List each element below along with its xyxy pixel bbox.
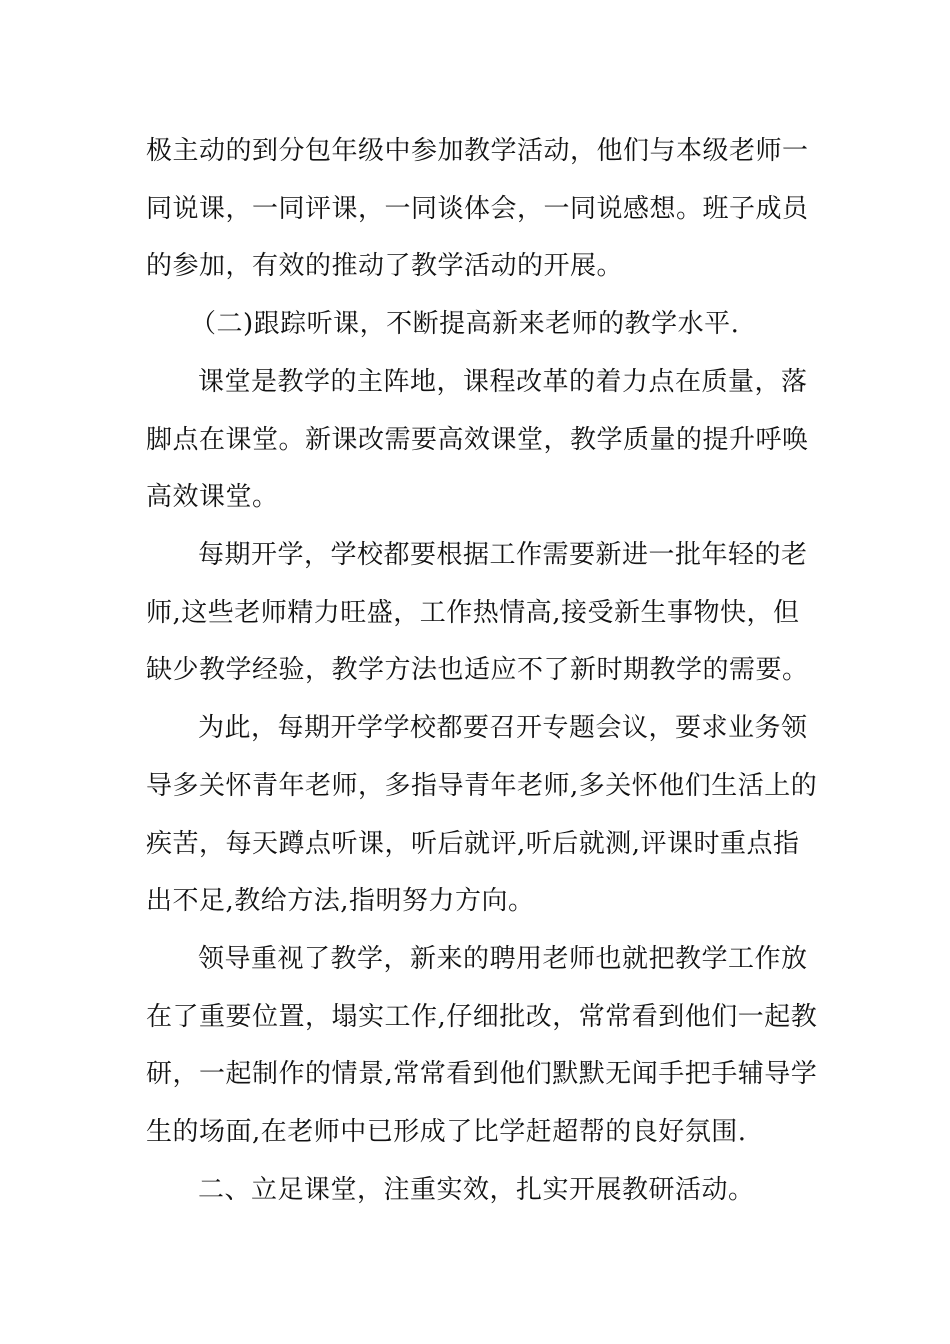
text-line: 领导重视了教学，新来的聘用老师也就把教学工作放 (198, 944, 808, 974)
section-heading: （二)跟踪听课，不断提高新来老师的教学水平. (190, 309, 740, 339)
text-line: 缺少教学经验，教学方法也适应不了新时期教学的需要。 (146, 655, 809, 685)
text-line: 研，一起制作的情景,常常看到他们默默无闻手把手辅导学 (146, 1059, 818, 1089)
text-line: 导多关怀青年老师，多指导青年老师,多关怀他们生活上的 (146, 771, 818, 801)
text-line: 为此，每期开学学校都要召开专题会议，要求业务领 (198, 713, 808, 743)
text-line: 脚点在课堂。新课改需要高效课堂，教学质量的提升呼唤 (146, 425, 809, 455)
text-line: 每期开学，学校都要根据工作需要新进一批年轻的老 (198, 540, 808, 570)
text-line: 师,这些老师精力旺盛，工作热情高,接受新生事物快，但 (146, 598, 800, 628)
text-line: 同说课，一同评课，一同谈体会，一同说感想。班子成员 (146, 194, 809, 224)
text-line: 极主动的到分包年级中参加教学活动，他们与本级老师一 (146, 136, 809, 166)
section-heading: 二、立足课堂，注重实效，扎实开展教研活动。 (198, 1175, 755, 1205)
text-line: 课堂是教学的主阵地，课程改革的着力点在质量，落 (198, 367, 808, 397)
text-line: 在了重要位置，塌实工作,仔细批改，常常看到他们一起教 (146, 1002, 818, 1032)
text-line: 高效课堂。 (146, 482, 279, 512)
text-line: 出不足,教给方法,指明努力方向。 (146, 886, 535, 916)
text-line: 的参加，有效的推动了教学活动的开展。 (146, 251, 624, 281)
text-line: 疾苦，每天蹲点听课，听后就评,听后就测,评课时重点指 (146, 829, 800, 859)
text-line: 生的场面,在老师中已形成了比学赶超帮的良好氛围. (146, 1117, 747, 1147)
